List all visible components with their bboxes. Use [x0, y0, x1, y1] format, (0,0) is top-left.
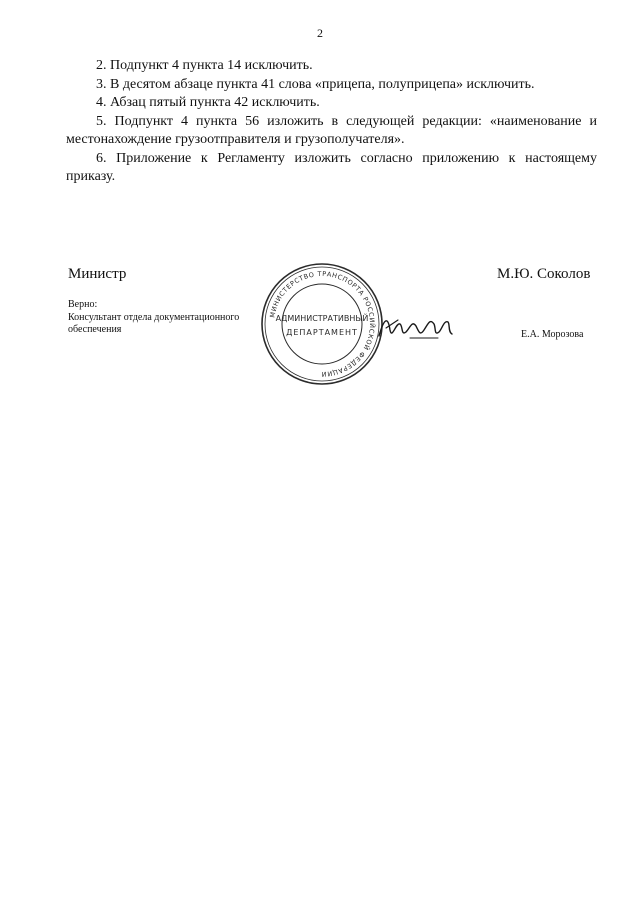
signatory-title: Министр — [68, 266, 127, 282]
paragraph-4: 4. Абзац пятый пункта 42 исключить. — [96, 95, 320, 110]
official-stamp — [257, 259, 387, 389]
handwritten-signature — [376, 310, 456, 346]
page-number: 2 — [317, 26, 323, 40]
paragraph-2: 2. Подпункт 4 пункта 14 исключить. — [96, 58, 313, 73]
paragraph-5: 5. Подпункт 4 пункта 56 изложить в следующей редакции: «наименование и местонахождение грузоотправителя и грузополучателя». — [66, 113, 597, 147]
paragraph-3: 3. В десятом абзаце пункта 41 слова «прицепа, полуприцепа» исключить. — [96, 76, 535, 92]
stamp-inner-ring — [282, 284, 362, 364]
stamp-center-text-2: ДЕПАРТАМЕНТ — [286, 328, 358, 337]
verification-position: Консультант отдела документационного обеспечения — [68, 311, 240, 335]
stamp-center-text-1: АДМИНИСТРАТИВНЫЙ — [275, 314, 369, 323]
stamp-outer-ring — [262, 264, 382, 384]
verifier-name: Е.А. Морозова — [521, 329, 584, 340]
verification-block — [68, 299, 273, 337]
verification-label: Верно: — [68, 299, 98, 310]
paragraph-6: 6. Приложение к Регламенту изложить согласно приложению к настоящему приказу. — [66, 150, 597, 184]
signatory-name: М.Ю. Соколов — [497, 266, 591, 282]
order-amendments-text — [66, 57, 597, 187]
stamp-ring-text: МИНИСТЕРСТВО ТРАНСПОРТА РОССИЙСКОЙ ФЕДЕРАЦИИ — [268, 269, 377, 379]
